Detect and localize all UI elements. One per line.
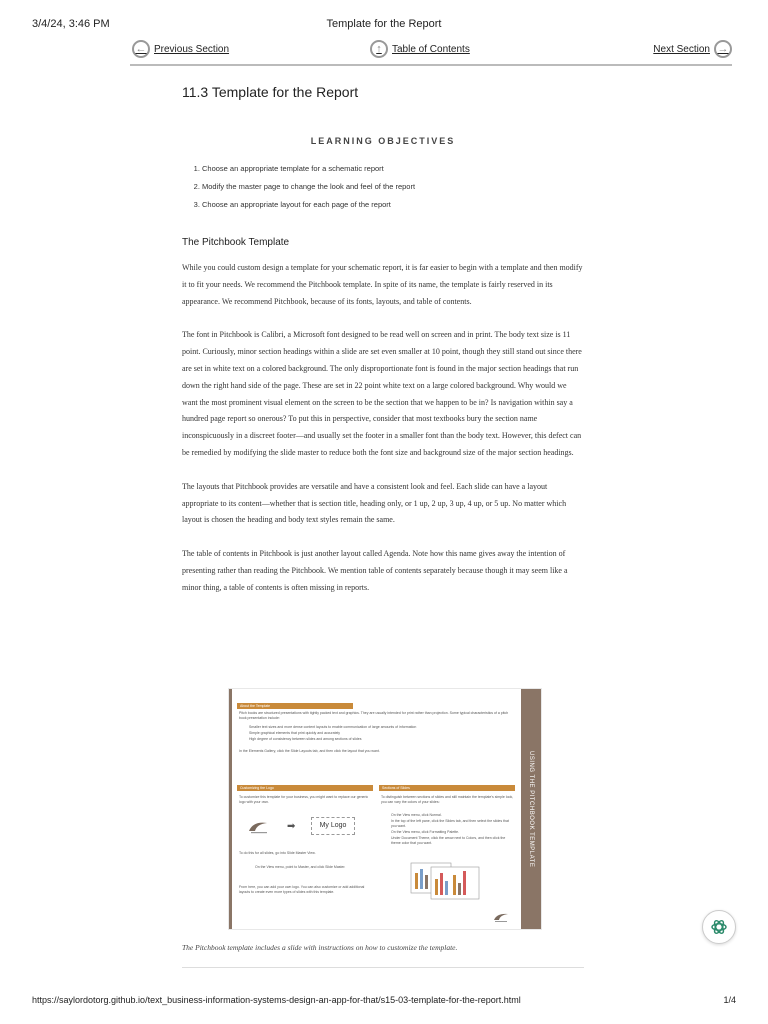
sections-step: In the top of the left pane, click the Slides tab, and then select the slides that you want.	[391, 819, 509, 828]
body-paragraph: The font in Pitchbook is Calibri, a Microsoft font designed to be read well on screen and in print. The body text size is 11 point. Curiously, minor section headings within a slide are set even smaller at 10 point, though they still stand out since there are set in white text on a colored background. The only disproportionate font is found in the major section headings that run down the right hand side of the page. These are set in 22 point white text on a large colored background. Why would we want the most prominent visual element on the screen to be the section that we happen to be in? Is navigation within say a hundred page report so onerous? To put this in perspective, consider that most textbooks bury the section name inconspicuously in a discreet footer—and usually set the footer in a smaller font than the body text. However, this defect can be remedied by modifying the slide master to reduce both the font size and background size of the major section headings.	[182, 330, 582, 457]
arrow-left-icon: ←	[132, 40, 150, 58]
generic-logo-icon	[245, 819, 275, 835]
sections-step: On the View menu, click Formatting Palette.	[391, 830, 460, 834]
about-item: High degree of consistency between slides and among sections of slides	[249, 737, 362, 741]
sections-step: Under Document Theme, click the arrow next to Colors, and then click the theme color that you want.	[391, 836, 506, 845]
arrow-right-icon: ➡	[287, 821, 296, 832]
objective-item: 2. Modify the master page to change the look and feel of the report	[202, 182, 584, 191]
slide-left-bar	[229, 689, 232, 929]
divider	[182, 967, 584, 968]
my-logo-placeholder: My Logo	[311, 817, 355, 835]
logo-outro: From here, you can add your own logo. You can also customize or add additional layouts to create even more types of slides with this template.	[239, 885, 365, 894]
objective-item: 3. Choose an appropriate layout for each page of the report	[202, 200, 584, 209]
next-section-link[interactable]	[653, 40, 732, 58]
about-item: Smaller text sizes and more dense content layouts to enable communication of large amounts of information	[249, 725, 417, 729]
sections-bar: Sections of Slides	[379, 785, 515, 791]
assistant-button[interactable]	[702, 910, 736, 944]
next-section-label: Next Section	[653, 43, 710, 55]
about-template-text: Pitch books are structured presentations with tightly packed text and graphics. They are usually intended for print rather than projection. Some typical characteristics of a pitch book presentation include:	[239, 711, 509, 720]
arrow-up-icon: ↑	[370, 40, 388, 58]
body-paragraph: The layouts that Pitchbook provides are versatile and have a consistent look and feel. Each slide can have a layout appropriate to its content—whether that is section title, heading only, or 1 up, 2 up, 3 up, 4 up, or 5 up. No matter which layout is chosen the heading and body text styles remain the same.	[182, 481, 567, 525]
about-template-bar: About the Template	[237, 703, 353, 709]
body-paragraph: The table of contents in Pitchbook is just another layout called Agenda. Note how this name gives away the intention of presenting rather than reading the Pitchbook. We mention table of contents separately because though it may seem like a minor thing, a table of contents is often missing in reports.	[182, 549, 568, 592]
generic-logo-icon	[491, 911, 515, 923]
slide-thumbnails-image	[409, 861, 487, 901]
objective-item: 1. Choose an appropriate template for a schematic report	[202, 164, 584, 173]
customizing-logo-text: To customize this template for your business, you might want to replace our generic logo with your own.	[239, 795, 369, 804]
about-footer: In the Elements Gallery, click the Slide Layouts tab, and then click the layout that you want.	[239, 749, 380, 753]
sections-text: To distinguish between sections of slides and still maintain the template's simple look, you can vary the colors of your slides:	[381, 795, 514, 804]
section-heading: The Pitchbook Template	[182, 237, 290, 248]
print-date: 3/4/24, 3:46 PM	[32, 18, 110, 30]
openai-icon	[709, 917, 729, 937]
arrow-right-icon: →	[714, 40, 732, 58]
about-item: Simple graphical elements that print quickly and accurately	[249, 731, 341, 735]
page-number: 1/4	[723, 995, 736, 1005]
learning-objectives-list	[182, 164, 584, 209]
learning-objectives-heading: LEARNING OBJECTIVES	[310, 136, 456, 146]
main-content	[182, 80, 584, 597]
figure-caption: The Pitchbook template includes a slide with instructions on how to customize the template.	[182, 943, 458, 952]
table-of-contents-link[interactable]	[370, 40, 470, 58]
previous-section-link[interactable]	[132, 40, 229, 58]
sections-step: On the View menu, click Normal.	[391, 813, 442, 817]
previous-section-label: Previous Section	[154, 43, 230, 55]
page-url: https://saylordotorg.github.io/text_business-information-systems-design-an-app-for-that/s15-03-template-for-the-report.html	[32, 995, 521, 1005]
section-nav	[130, 38, 732, 66]
logo-steps-intro: To do this for all slides, go into Slide Master View.	[239, 851, 316, 855]
body-paragraph: While you could custom design a template for your schematic report, it is far easier to begin with a template and then modify it to fit your needs. We recommend the Pitchbook template. In spite of its name, the template is fairly reserved in its appearance. We recommend Pitchbook, because of its fonts, layouts, and table of contents.	[182, 263, 583, 306]
customizing-logo-bar: Customizing the Logo	[237, 785, 373, 791]
table-of-contents-label: Table of Contents	[392, 43, 470, 55]
print-title: Template for the Report	[326, 18, 442, 30]
page-title: 11.3 Template for the Report	[182, 84, 359, 100]
logo-step: On the View menu, point to Master, and click Slide Master.	[255, 865, 346, 869]
pitchbook-slide-figure	[228, 688, 542, 930]
slide-side-label: USING THE PITCHBOOK TEMPLATE	[521, 689, 541, 929]
